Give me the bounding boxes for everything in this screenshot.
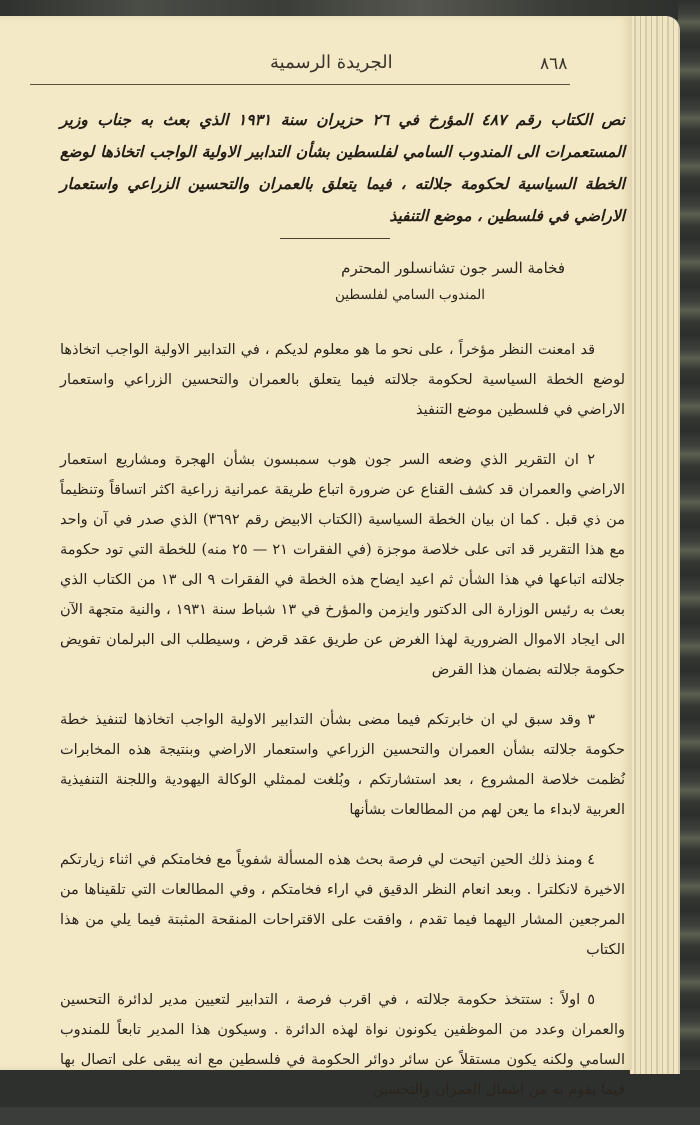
journal-title: الجريدة الرسمية <box>270 52 393 73</box>
book-page <box>0 16 632 1098</box>
header-rule <box>30 84 570 85</box>
addressee-title: المندوب السامي لفلسطين <box>334 287 485 303</box>
book-cover-right <box>678 0 700 1107</box>
paragraph-5: ٥ اولاً : ستتخذ حكومة جلالته ، في اقرب فرصة ، التدابير لتعيين مدير لدائرة التحسين والعمران وعدد من الموظفين يكونون نواة لهذه الدائرة . وسيكون هذا المدير تابعاً للمندوب السامي ولكنه يكون مستقلاً عن سائر دوائر الحكومة في فلسطين مع انه يبقى على اتصال بها فيما يقوم به من اشغال العمران والتحسين <box>60 992 625 1098</box>
paragraph-4: ٤ ومنذ ذلك الحين اتيحت لي فرصة بحث هذه المسألة شفوياً مع فخامتكم في اثناء زيارتكم الاخيرة لانكلترا . وبعد انعام النظر الدقيق في اراء فخامتكم ، وفي المطالعات التي تلقيناها من المرجعين المشار اليهما فيما تقدم ، وافقت على الاقتراحات المنقحة المثبتة فيما يلي من هذا الكتاب <box>60 852 625 958</box>
separator-line <box>280 238 390 239</box>
paragraph-2: ٢ ان التقرير الذي وضعه السر جون هوب سمبسون بشأن الهجرة ومشاريع استعمار الاراضي والعمران قد كشف القناع عن ضرورة اتباع طريقة عمرانية زراعية اكثر اتساقاً وتنظيماً من ذي قبل . كما ان بيان الخطة السياسية (الكتاب الابيض رقم ٣٦٩٢) الذي صدر في آن واحد مع هذا التقرير قد اتى على خلاصة موجزة (في الفقرات ٢١ — ٢٥ منه) للخطة التي تود حكومة جلالته اتباعها في هذا الشأن ثم اعيد ايضاح هذه الخطة في الفقرات ٩ الى ١٣ من الكتاب الذي بعث به رئيس الوزارة الى الدكتور وايزمن والمؤرخ في ١٣ شباط سنة ١٩٣١ ، والنية متجهة الآن الى ايجاد الاموال الضرورية لهذا الغرض عن طريق عقد قرض ، وسيطلب الى البرلمان تفويض حكومة جلالته بضمان هذا القرض <box>60 452 625 678</box>
document-title: نص الكتاب رقم ٤٨٧ المؤرخ في ٢٦ حزيران سنة ١٩٣١ الذي بعث به جناب وزير المستعمرات الى المندوب السامي لفلسطين بشأن التدابير الاولية الواجب اتخاذها لوضع الخطة السياسية لحكومة جلالته ، فيما يتعلق بالعمران والتحسين الزراعي واستعمار الاراضي في فلسطين ، موضع التنفيذ <box>60 110 625 225</box>
addressee: فخامة السر جون تشانسلور المحترم <box>341 259 565 277</box>
page-number: ٨٦٨ <box>540 54 568 74</box>
paragraph-1: قد امعنت النظر مؤخراً ، على نحو ما هو معلوم لديكم ، في التدابير الاولية الواجب اتخاذها لوضع الخطة السياسية لحكومة جلالته فيما يتعلق بالعمران والتحسين الزراعي واستعمار الاراضي في فلسطين موضع التنفيذ <box>60 342 625 418</box>
page-edges <box>630 16 680 1074</box>
page-header <box>30 44 570 84</box>
document-body <box>60 104 625 1125</box>
paragraph-3: ٣ وقد سبق لي ان خابرتكم فيما مضى بشأن التدابير الاولية الواجب اتخاذها لتنفيذ خطة حكومة جلالته بشأن العمران والتحسين الزراعي واستعمار الاراضي وبنتيجة هذه المخابرات نُظمت خلاصة المشروع ، بعد استشارتكم ، وبُلغت لممثلي الوكالة اليهودية واللجنة التنفيذية العربية لابداء ما يعن لهم من المطالعات بشأنها <box>60 712 625 818</box>
